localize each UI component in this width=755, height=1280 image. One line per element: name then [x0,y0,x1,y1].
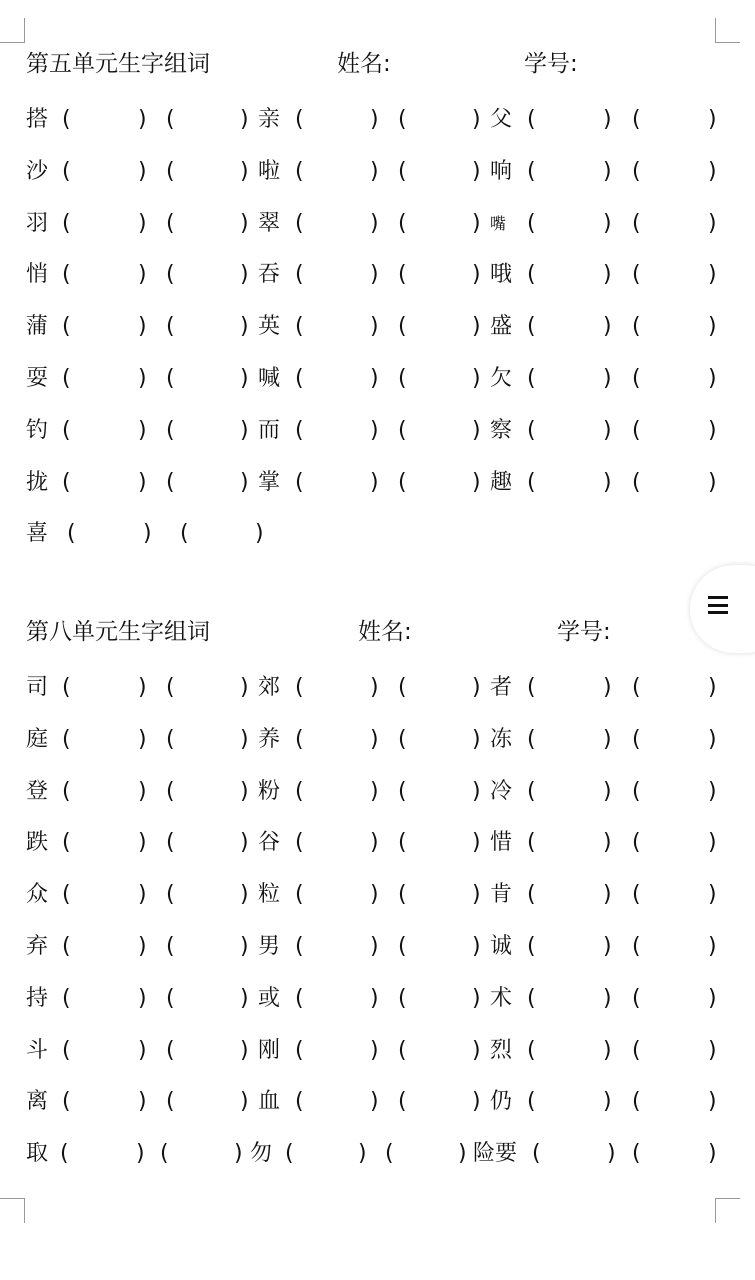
blank-close-bracket: ) [138,210,147,236]
character-item: 悄 [26,262,49,288]
blank-open-bracket: ( [166,366,175,391]
character-item: 庭 [26,726,49,752]
blank-open-bracket: ( [60,1141,69,1167]
blank-close-bracket: ) [708,934,717,959]
blank-open-bracket: ( [385,1141,394,1167]
blank-open-bracket: ( [398,210,407,236]
blank-close-bracket: ) [138,675,147,700]
blank-open-bracket: ( [632,1089,641,1115]
character-item: 刚 [258,1037,281,1063]
blank-close-bracket: ) [708,158,717,184]
blank-open-bracket: ( [295,366,304,391]
blank-close-bracket: ) [138,778,147,804]
character-item: 持 [26,985,49,1011]
character-item: 羽 [26,210,49,236]
character-item: 响 [490,158,513,184]
character-item: 沙 [26,158,49,184]
blank-open-bracket: ( [62,934,71,959]
blank-open-bracket: ( [295,882,304,908]
character-item: 亲 [258,107,281,132]
blank-open-bracket: ( [632,210,641,236]
blank-close-bracket: ) [370,107,379,132]
blank-open-bracket: ( [632,417,641,443]
blank-open-bracket: ( [166,107,175,132]
blank-close-bracket: ) [708,882,717,908]
blank-close-bracket: ) [708,417,717,443]
blank-open-bracket: ( [527,314,536,340]
blank-open-bracket: ( [295,934,304,959]
character-item: 血 [258,1089,281,1115]
blank-open-bracket: ( [398,1037,407,1063]
character-item: 掌 [258,469,281,495]
character-item: 钓 [26,417,49,443]
character-item: 勿 [250,1141,273,1167]
blank-close-bracket: ) [603,469,612,495]
character-item: 英 [258,314,281,340]
blank-close-bracket: ) [240,778,249,804]
blank-close-bracket: ) [240,675,249,700]
blank-close-bracket: ) [472,366,481,391]
blank-open-bracket: ( [62,1037,71,1063]
character-item: 诚 [490,934,513,959]
blank-open-bracket: ( [632,469,641,495]
blank-close-bracket: ) [472,830,481,856]
blank-open-bracket: ( [295,417,304,443]
blank-open-bracket: ( [398,262,407,288]
character-item: 察 [490,417,513,443]
blank-open-bracket: ( [527,469,536,495]
blank-close-bracket: ) [603,985,612,1011]
blank-close-bracket: ) [240,366,249,391]
blank-close-bracket: ) [708,469,717,495]
blank-open-bracket: ( [62,1089,71,1115]
character-item: 仍 [490,1089,513,1115]
character-item: 搭 [26,107,49,132]
blank-open-bracket: ( [62,158,71,184]
blank-open-bracket: ( [398,675,407,700]
blank-close-bracket: ) [240,417,249,443]
character-item: 险要 [473,1141,518,1167]
character-item: 冷 [490,778,513,804]
student-id-label: 学号: [557,619,611,645]
blank-open-bracket: ( [62,882,71,908]
blank-open-bracket: ( [166,314,175,340]
name-label: 姓名: [358,619,412,645]
blank-open-bracket: ( [632,1141,641,1167]
blank-open-bracket: ( [632,314,641,340]
character-item: 而 [258,417,281,443]
blank-open-bracket: ( [632,262,641,288]
student-id-label: 学号: [524,51,578,77]
blank-open-bracket: ( [398,1089,407,1115]
character-item: 啦 [258,158,281,184]
blank-open-bracket: ( [398,366,407,391]
blank-open-bracket: ( [62,985,71,1011]
blank-close-bracket: ) [472,1089,481,1115]
blank-open-bracket: ( [398,726,407,752]
blank-close-bracket: ) [603,934,612,959]
blank-close-bracket: ) [138,107,147,132]
character-item: 斗 [26,1037,49,1063]
character-item: 烈 [490,1037,513,1063]
blank-close-bracket: ) [603,1037,612,1063]
blank-open-bracket: ( [62,107,71,132]
blank-close-bracket: ) [370,366,379,391]
blank-close-bracket: ) [708,1141,717,1167]
character-item: 耍 [26,366,49,391]
blank-close-bracket: ) [370,417,379,443]
blank-close-bracket: ) [603,830,612,856]
blank-close-bracket: ) [234,1141,243,1167]
blank-open-bracket: ( [295,830,304,856]
menu-button[interactable] [690,565,755,653]
blank-close-bracket: ) [370,726,379,752]
blank-close-bracket: ) [240,469,249,495]
blank-open-bracket: ( [166,882,175,908]
character-item: 盛 [490,314,513,340]
blank-close-bracket: ) [458,1141,467,1167]
blank-open-bracket: ( [166,262,175,288]
blank-close-bracket: ) [603,314,612,340]
blank-open-bracket: ( [398,158,407,184]
blank-open-bracket: ( [632,366,641,391]
blank-close-bracket: ) [708,1037,717,1063]
blank-open-bracket: ( [398,469,407,495]
blank-close-bracket: ) [708,314,717,340]
character-item: 取 [26,1141,49,1167]
blank-close-bracket: ) [708,985,717,1011]
blank-close-bracket: ) [472,934,481,959]
character-item: 司 [26,675,49,700]
blank-close-bracket: ) [708,675,717,700]
blank-open-bracket: ( [62,314,71,340]
blank-open-bracket: ( [295,985,304,1011]
blank-open-bracket: ( [398,934,407,959]
character-item: 蒲 [26,314,49,340]
blank-open-bracket: ( [527,1037,536,1063]
blank-close-bracket: ) [138,1037,147,1063]
blank-open-bracket: ( [527,934,536,959]
blank-open-bracket: ( [527,726,536,752]
blank-close-bracket: ) [708,107,717,132]
blank-open-bracket: ( [62,262,71,288]
character-item: 弃 [26,934,49,959]
blank-close-bracket: ) [138,934,147,959]
blank-close-bracket: ) [472,469,481,495]
blank-open-bracket: ( [166,469,175,495]
blank-open-bracket: ( [295,469,304,495]
blank-close-bracket: ) [472,107,481,132]
blank-close-bracket: ) [358,1141,367,1167]
blank-close-bracket: ) [370,1037,379,1063]
blank-close-bracket: ) [240,726,249,752]
blank-close-bracket: ) [138,1089,147,1115]
blank-close-bracket: ) [472,314,481,340]
blank-open-bracket: ( [632,882,641,908]
blank-open-bracket: ( [398,830,407,856]
blank-open-bracket: ( [632,675,641,700]
blank-open-bracket: ( [632,1037,641,1063]
page-corner-mark [0,1198,25,1223]
character-item: 哦 [490,262,513,288]
blank-open-bracket: ( [632,778,641,804]
blank-open-bracket: ( [295,158,304,184]
blank-close-bracket: ) [472,262,481,288]
section-title: 第五单元生字组词 [26,51,210,77]
blank-close-bracket: ) [370,985,379,1011]
blank-open-bracket: ( [62,675,71,700]
blank-close-bracket: ) [370,830,379,856]
blank-open-bracket: ( [67,521,76,547]
blank-close-bracket: ) [708,726,717,752]
blank-close-bracket: ) [603,107,612,132]
blank-close-bracket: ) [472,882,481,908]
blank-open-bracket: ( [166,675,175,700]
blank-open-bracket: ( [62,417,71,443]
character-item: 术 [490,985,513,1011]
blank-close-bracket: ) [708,1089,717,1115]
blank-open-bracket: ( [527,675,536,700]
blank-open-bracket: ( [62,469,71,495]
blank-close-bracket: ) [136,1141,145,1167]
character-item: 谷 [258,830,281,856]
blank-close-bracket: ) [603,262,612,288]
blank-close-bracket: ) [138,469,147,495]
blank-open-bracket: ( [398,314,407,340]
blank-open-bracket: ( [295,675,304,700]
blank-close-bracket: ) [708,262,717,288]
blank-open-bracket: ( [527,830,536,856]
blank-open-bracket: ( [398,882,407,908]
blank-open-bracket: ( [527,366,536,391]
blank-open-bracket: ( [160,1141,169,1167]
blank-open-bracket: ( [62,366,71,391]
character-item: 粒 [258,882,281,908]
blank-open-bracket: ( [166,1037,175,1063]
blank-open-bracket: ( [527,985,536,1011]
character-item: 肯 [490,882,513,908]
page-corner-mark [0,18,25,43]
blank-open-bracket: ( [527,262,536,288]
blank-close-bracket: ) [370,675,379,700]
blank-close-bracket: ) [240,934,249,959]
blank-close-bracket: ) [240,262,249,288]
character-item: 众 [26,882,49,908]
blank-close-bracket: ) [240,985,249,1011]
blank-close-bracket: ) [472,778,481,804]
blank-open-bracket: ( [295,726,304,752]
blank-open-bracket: ( [527,417,536,443]
blank-close-bracket: ) [240,1089,249,1115]
character-item: 登 [26,778,49,804]
blank-open-bracket: ( [295,210,304,236]
character-item: 拢 [26,469,49,495]
blank-close-bracket: ) [240,830,249,856]
blank-close-bracket: ) [240,107,249,132]
blank-close-bracket: ) [603,158,612,184]
blank-close-bracket: ) [603,210,612,236]
blank-close-bracket: ) [370,158,379,184]
character-item: 趣 [490,469,513,495]
blank-open-bracket: ( [62,210,71,236]
blank-close-bracket: ) [472,675,481,700]
blank-open-bracket: ( [398,985,407,1011]
character-item: 喜 [26,521,49,547]
character-item: 吞 [258,262,281,288]
blank-close-bracket: ) [708,366,717,391]
blank-close-bracket: ) [603,417,612,443]
blank-close-bracket: ) [370,210,379,236]
blank-open-bracket: ( [295,262,304,288]
section-title: 第八单元生字组词 [26,619,210,645]
hamburger-menu-icon [708,596,728,614]
blank-close-bracket: ) [138,830,147,856]
character-item: 惜 [490,830,513,856]
blank-open-bracket: ( [632,158,641,184]
blank-close-bracket: ) [240,314,249,340]
blank-open-bracket: ( [632,726,641,752]
character-item: 跌 [26,830,49,856]
blank-close-bracket: ) [603,882,612,908]
blank-open-bracket: ( [527,107,536,132]
blank-close-bracket: ) [607,1141,616,1167]
blank-open-bracket: ( [527,210,536,236]
blank-close-bracket: ) [370,469,379,495]
blank-close-bracket: ) [370,882,379,908]
blank-close-bracket: ) [240,158,249,184]
blank-open-bracket: ( [532,1141,541,1167]
blank-close-bracket: ) [138,985,147,1011]
blank-close-bracket: ) [472,985,481,1011]
blank-open-bracket: ( [295,1037,304,1063]
blank-close-bracket: ) [603,726,612,752]
blank-close-bracket: ) [143,521,152,547]
blank-open-bracket: ( [632,934,641,959]
blank-close-bracket: ) [708,830,717,856]
blank-open-bracket: ( [527,778,536,804]
blank-close-bracket: ) [370,1089,379,1115]
blank-close-bracket: ) [472,158,481,184]
blank-open-bracket: ( [295,1089,304,1115]
blank-open-bracket: ( [632,830,641,856]
blank-open-bracket: ( [166,985,175,1011]
character-item: 或 [258,985,281,1011]
character-item: 男 [258,934,281,959]
name-label: 姓名: [337,51,391,77]
character-item: 翠 [258,210,281,236]
character-item: 嘴 [490,213,507,233]
character-item: 父 [490,107,513,132]
blank-close-bracket: ) [138,417,147,443]
blank-close-bracket: ) [370,778,379,804]
blank-close-bracket: ) [138,314,147,340]
blank-open-bracket: ( [62,778,71,804]
blank-open-bracket: ( [166,830,175,856]
blank-close-bracket: ) [138,366,147,391]
blank-close-bracket: ) [603,778,612,804]
page-corner-mark [715,1198,740,1223]
blank-close-bracket: ) [472,417,481,443]
blank-open-bracket: ( [295,314,304,340]
character-item: 喊 [258,366,281,391]
blank-open-bracket: ( [285,1141,294,1167]
blank-close-bracket: ) [472,210,481,236]
character-item: 冻 [490,726,513,752]
blank-close-bracket: ) [255,521,264,547]
character-item: 养 [258,726,281,752]
blank-close-bracket: ) [370,934,379,959]
blank-close-bracket: ) [603,366,612,391]
character-item: 郊 [258,675,281,700]
blank-close-bracket: ) [138,726,147,752]
blank-open-bracket: ( [527,158,536,184]
character-item: 欠 [490,366,513,391]
blank-open-bracket: ( [166,417,175,443]
blank-open-bracket: ( [398,417,407,443]
blank-open-bracket: ( [180,521,189,547]
blank-open-bracket: ( [398,778,407,804]
blank-close-bracket: ) [240,210,249,236]
blank-close-bracket: ) [472,1037,481,1063]
blank-open-bracket: ( [632,985,641,1011]
blank-close-bracket: ) [370,262,379,288]
blank-close-bracket: ) [138,158,147,184]
blank-close-bracket: ) [708,210,717,236]
blank-open-bracket: ( [166,158,175,184]
blank-open-bracket: ( [527,1089,536,1115]
character-item: 者 [490,675,513,700]
blank-open-bracket: ( [166,210,175,236]
blank-close-bracket: ) [138,262,147,288]
blank-close-bracket: ) [240,1037,249,1063]
blank-close-bracket: ) [370,314,379,340]
page-corner-mark [715,18,740,43]
blank-close-bracket: ) [138,882,147,908]
blank-open-bracket: ( [166,1089,175,1115]
blank-close-bracket: ) [603,675,612,700]
blank-close-bracket: ) [240,882,249,908]
blank-open-bracket: ( [527,882,536,908]
blank-close-bracket: ) [603,1089,612,1115]
character-item: 离 [26,1089,49,1115]
character-item: 粉 [258,778,281,804]
blank-open-bracket: ( [166,726,175,752]
blank-open-bracket: ( [166,778,175,804]
blank-open-bracket: ( [295,107,304,132]
blank-open-bracket: ( [62,726,71,752]
blank-close-bracket: ) [472,726,481,752]
blank-open-bracket: ( [632,107,641,132]
blank-open-bracket: ( [166,934,175,959]
blank-close-bracket: ) [708,778,717,804]
blank-open-bracket: ( [398,107,407,132]
blank-open-bracket: ( [62,830,71,856]
blank-open-bracket: ( [295,778,304,804]
